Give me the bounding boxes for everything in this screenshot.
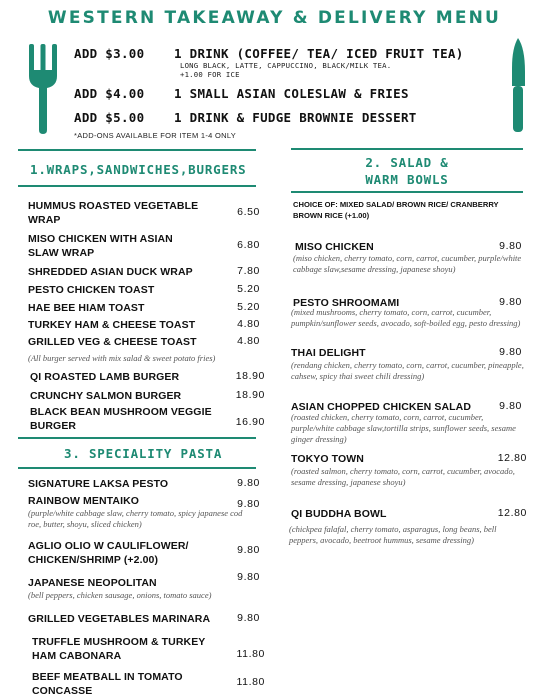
menu-item-price: 9.80 — [499, 400, 522, 412]
menu-item-name: QI ROASTED LAMB BURGER — [30, 371, 180, 383]
menu-item-description: (rendang chicken, cherry tomato, corn, carrot, cucumber, pineapple, cahsew, spicy thai sweet chili dressing) — [291, 360, 524, 381]
menu-item-price: 7.80 — [237, 265, 260, 277]
section-title-salad-line2: WARM BOWLS — [365, 172, 449, 187]
section-divider — [18, 149, 256, 151]
addon-subtext: +1.00 FOR ICE — [180, 70, 240, 79]
menu-item-name: ASIAN CHOPPED CHICKEN SALAD — [291, 401, 472, 413]
menu-item-name: TOKYO TOWN — [291, 453, 364, 465]
menu-item-name: SHREDDED ASIAN DUCK WRAP — [28, 266, 193, 278]
menu-item-name: JAPANESE NEOPOLITAN — [28, 577, 157, 589]
addons-note: *ADD-ONS AVAILABLE FOR ITEM 1-4 ONLY — [74, 131, 237, 140]
menu-item-description: (roasted salmon, cherry tomato, corn, carrot, cucumber, avocado, sesame dressing, japanese shoyu) — [291, 466, 515, 487]
menu-item-name: HAE BEE HIAM TOAST — [28, 302, 145, 314]
menu-item-price: 11.80 — [236, 648, 265, 660]
menu-item-price: 9.80 — [237, 571, 260, 583]
menu-item-description: (bell peppers, chicken sausage, onions, tomato sauce) — [28, 590, 212, 600]
menu-item-description: (chickpea falafal, cherry tomato, asparagus, long beans, bell peppers, avocado, beetroot hummus, sesame dressing) — [289, 524, 497, 545]
menu-item-price: 9.80 — [237, 498, 260, 510]
menu-item-price: 6.80 — [237, 239, 260, 251]
addon-price: ADD $4.00 — [74, 86, 145, 101]
menu-item-price: 9.80 — [499, 240, 522, 252]
menu-item-price: 9.80 — [499, 296, 522, 308]
menu-item-name: SIGNATURE LAKSA PESTO — [28, 478, 169, 490]
addon-description: 1 DRINK & FUDGE BROWNIE DESSERT — [174, 110, 417, 125]
menu-item-description: (miso chicken, cherry tomato, corn, carrot, cucumber, purple/white cabbage slaw,sesame dressing, japanese shoyu) — [293, 253, 522, 274]
menu-item-name: RAINBOW MENTAIKO — [28, 495, 140, 507]
menu-item-price: 9.80 — [237, 544, 260, 556]
menu-item-name: THAI DELIGHT — [291, 347, 366, 359]
addon-price: ADD $5.00 — [74, 110, 145, 125]
base-choice-note: CHOICE OF: MIXED SALAD/ BROWN RICE/ CRANBERRY BROWN RICE (+1.00) — [293, 200, 499, 220]
menu-item-price: 18.90 — [235, 370, 265, 382]
addon-price: ADD $3.00 — [74, 46, 145, 61]
menu-item-name: MISO CHICKEN WITH ASIAN SLAW WRAP — [28, 233, 173, 259]
menu-item-description: (purple/white cabbage slaw, cherry tomato, spicy japanese cod roe, butter, shoyu, sliced chicken) — [28, 508, 243, 529]
burger-note: (All burger served with mix salad & sweet potato fries) — [28, 353, 216, 363]
section-title-pasta: 3. SPECIALITY PASTA — [64, 446, 223, 461]
section-divider — [18, 185, 256, 187]
fork-icon — [28, 44, 58, 134]
menu-item-name: PESTO CHICKEN TOAST — [28, 284, 155, 296]
menu-item-name: BLACK BEAN MUSHROOM VEGGIE BURGER — [30, 406, 212, 432]
addon-subtext: LONG BLACK, LATTE, CAPPUCCINO, BLACK/MILK TEA. — [180, 61, 392, 70]
menu-item-name: TURKEY HAM & CHEESE TOAST — [28, 319, 196, 331]
section-title-wraps: 1.WRAPS,SANDWICHES,BURGERS — [30, 162, 247, 177]
menu-item-price: 4.80 — [237, 335, 260, 347]
menu-item-name: AGLIO OLIO W CAULIFLOWER/ CHICKEN/SHRIMP (+2.00) — [28, 540, 189, 566]
menu-item-name: QI BUDDHA BOWL — [291, 508, 387, 520]
menu-item-price: 16.90 — [235, 416, 265, 428]
menu-item-price: 4.80 — [237, 318, 260, 330]
menu-item-name: HUMMUS ROASTED VEGETABLE WRAP — [28, 200, 199, 226]
menu-item-price: 12.80 — [497, 507, 527, 519]
addon-description: 1 DRINK (COFFEE/ TEA/ ICED FRUIT TEA) — [174, 46, 464, 61]
menu-item-price: 18.90 — [235, 389, 265, 401]
menu-item-price: 12.80 — [497, 452, 527, 464]
menu-item-name: GRILLED VEG & CHEESE TOAST — [28, 336, 197, 348]
menu-item-name: PESTO SHROOMAMI — [293, 297, 400, 309]
knife-icon — [509, 38, 527, 134]
section-divider — [291, 191, 523, 193]
menu-item-description: (roasted chicken, cherry tomato, corn, carrot, cucumber, purple/white cabbage slaw,tortilla strips, sunflower seeds, sesame ginger dressing) — [291, 412, 516, 444]
menu-item-name: CRUNCHY SALMON BURGER — [30, 390, 182, 402]
menu-item-description: (mixed mushrooms, cherry tomato, corn, carrot, cucumber, pumpkin/sunflower seeds, avocado, soft-boiled egg, pesto dressing) — [291, 307, 521, 328]
menu-title: WESTERN TAKEAWAY & DELIVERY MENU — [47, 8, 502, 28]
menu-item-price: 9.80 — [499, 346, 522, 358]
menu-item-name: TRUFFLE MUSHROOM & TURKEY HAM CABONARA — [32, 636, 206, 662]
section-divider — [291, 148, 523, 150]
addon-description: 1 SMALL ASIAN COLESLAW & FRIES — [174, 86, 409, 101]
section-divider — [18, 467, 256, 469]
menu-item-price: 6.50 — [237, 206, 260, 218]
menu-item-price: 11.80 — [236, 676, 265, 688]
menu-item-price: 9.80 — [237, 612, 260, 624]
menu-item-name: GRILLED VEGETABLES MARINARA — [28, 613, 211, 625]
section-divider — [18, 437, 256, 439]
section-title-salad: 2. SALAD & — [365, 155, 449, 170]
menu-item-price: 9.80 — [237, 477, 260, 489]
menu-item-price: 5.20 — [237, 301, 260, 313]
menu-item-name: BEEF MEATBALL IN TOMATO CONCASSE — [32, 671, 183, 697]
menu-item-name: MISO CHICKEN — [295, 241, 374, 253]
menu-item-price: 5.20 — [237, 283, 260, 295]
